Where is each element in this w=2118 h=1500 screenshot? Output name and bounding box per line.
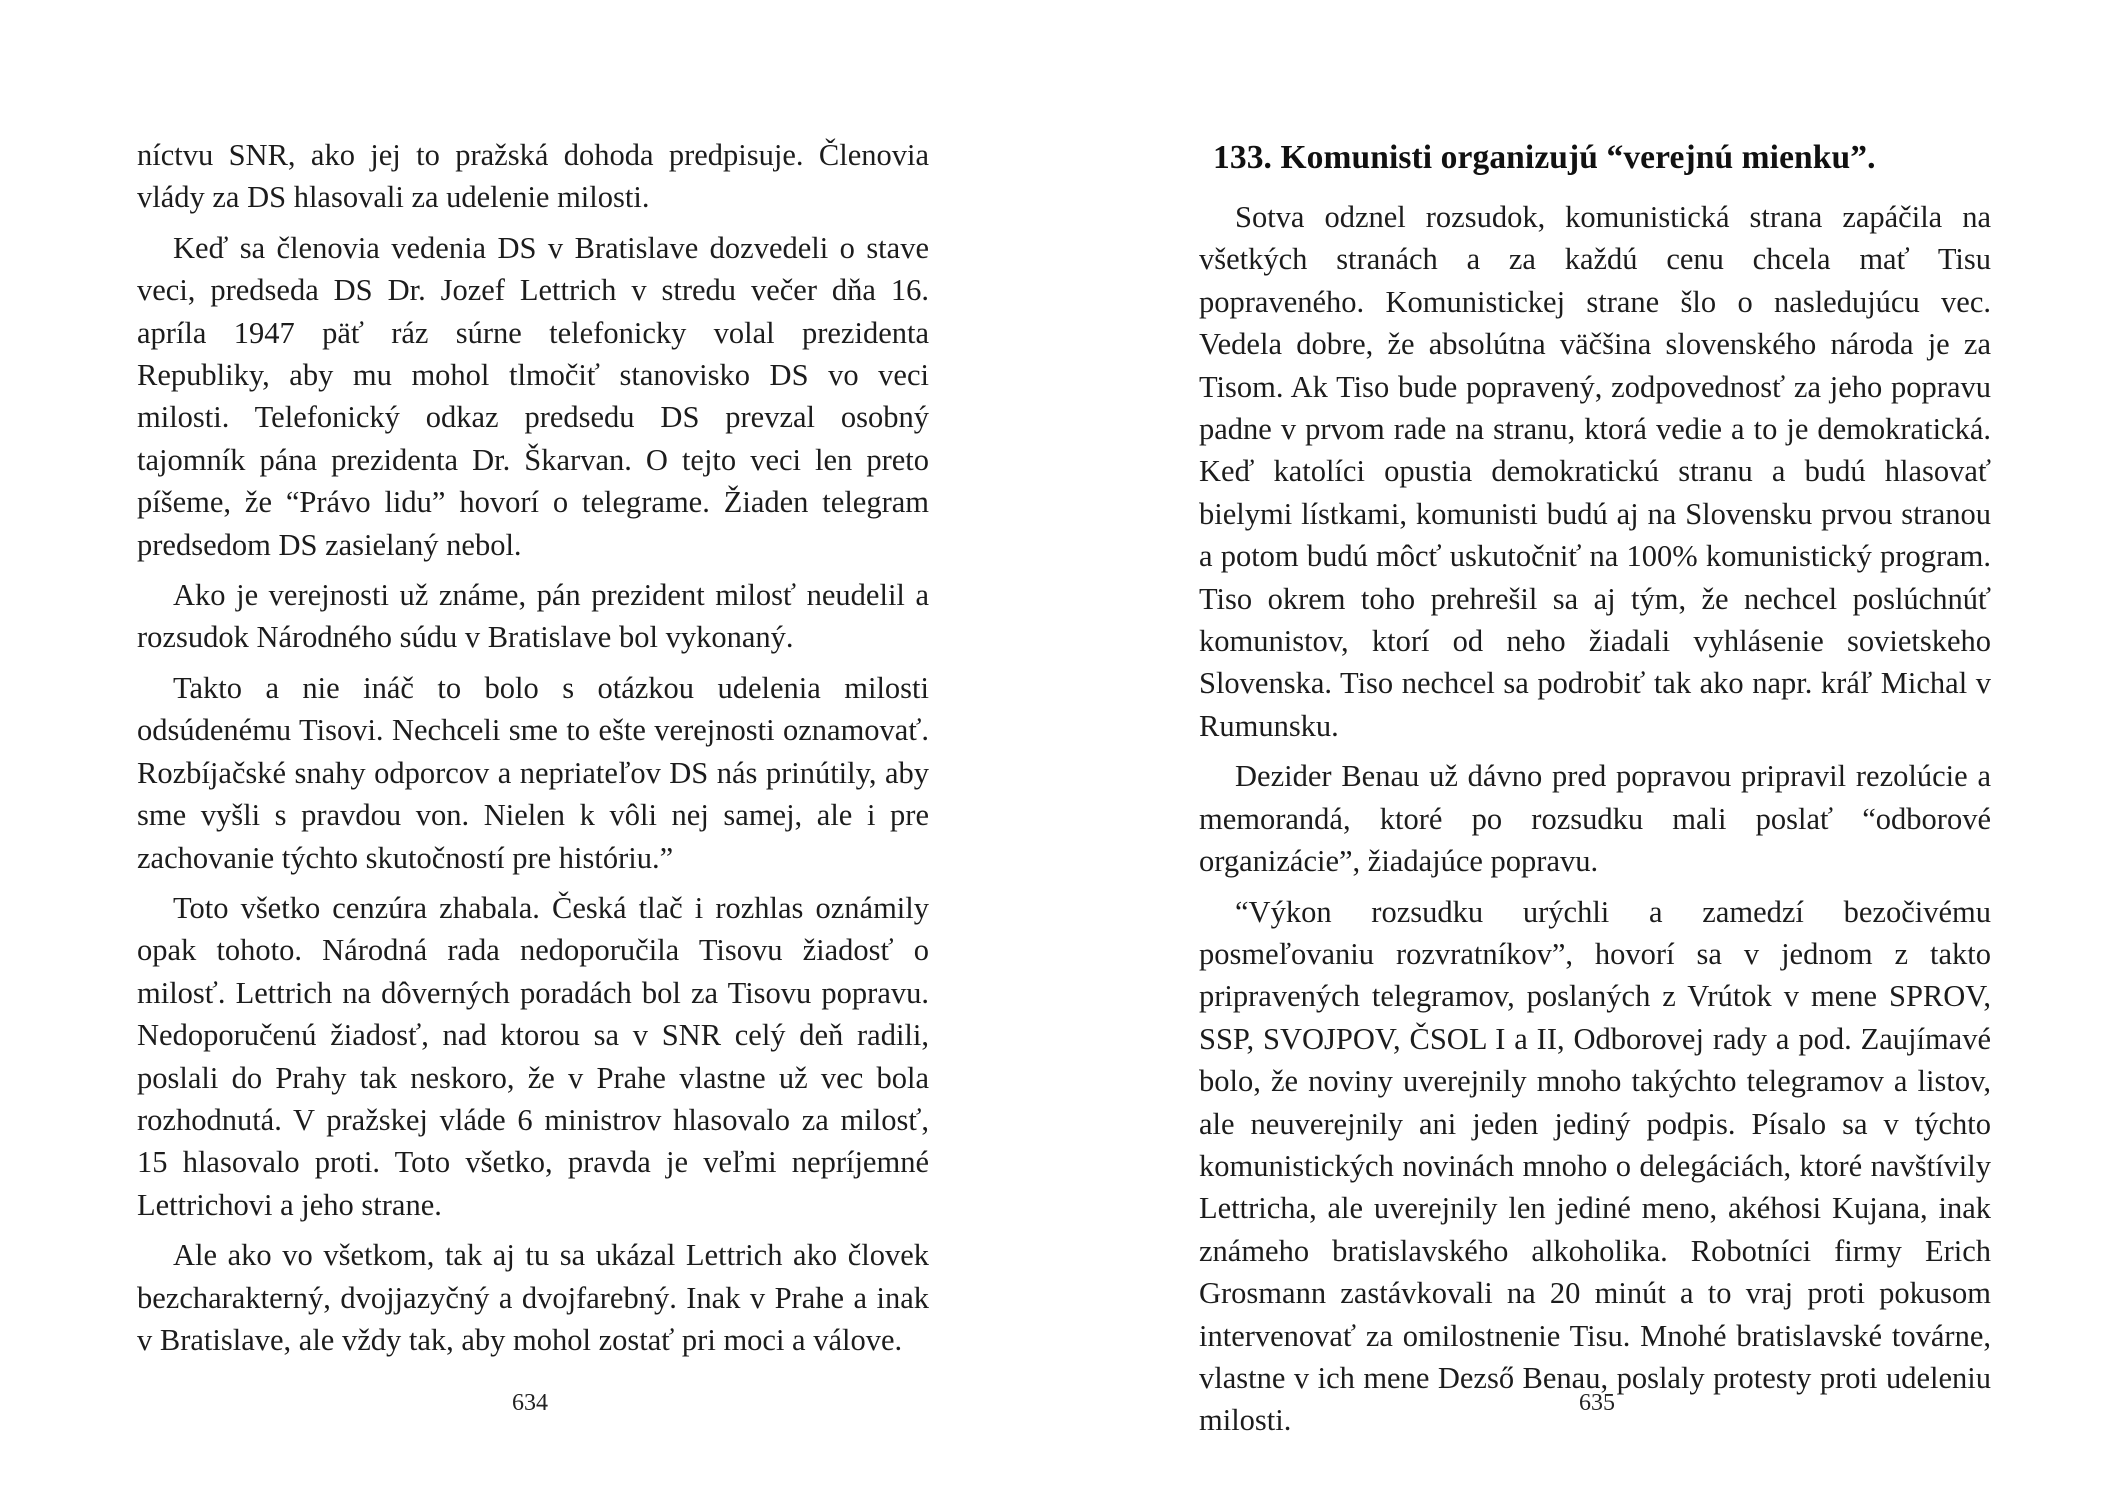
paragraph: Ako je verejnosti už známe, pán prezident milosť neudelil a rozsudok Národného súdu v Bratislave bol vykonaný. bbox=[137, 578, 929, 655]
paragraph: Takto a nie ináč to bolo s otázkou udelenia milosti odsúdenému Tisovi. Nechceli sme to ešte verejnosti oznamovať. Rozbíjačské snahy odporcov a nepriateľov DS nás prinútily, aby sme vyšli s pravdou von. Nielen k vôli nej samej, ale i pre zachovanie týchto skutočností pre históriu.” bbox=[137, 670, 929, 875]
section-heading: 133. Komunisti organizujú “verejnú mienku”. bbox=[1213, 139, 1876, 176]
page-number: 634 bbox=[512, 1390, 548, 1416]
paragraph: Sotva odznel rozsudok, komunistická strana zapáčila na všetkých stranách a za každú cenu chcela mať Tisu popraveného. Komunistickej strane šlo o nasledujúcu vec. Vedela dobre, že absolútna väčšina slovenského národa je za Tisom. Ak Tiso bude popravený, zodpovednosť za jeho popravu padne v prvom rade na stranu, ktorá vedie a to je demokratická. Keď katolíci opustia demokratickú stranu a budú hlasovať bielymi lístkami, komunisti budú aj na Slovensku prvou stranou a potom budú môcť uskutočniť na 100% komunistický program. Tiso okrem toho prehrešil sa aj tým, že nechcel poslúchnúť komunistov, ktorí od neho žiadali vyhlásenie sovietskeho Slovenska. Tiso nechcel sa podrobiť tak ako napr. kráľ Michal v Rumunsku. bbox=[1199, 200, 1991, 743]
right-page bbox=[1059, 0, 2118, 1500]
paragraph: Toto všetko cenzúra zhabala. Česká tlač i rozhlas oznámily opak tohoto. Národná rada nedoporučila Tisovu žiadosť o milosť. Lettrich na dôverných poradách bol za Tisovu popravu. Nedoporučenú žiadosť, nad ktorou sa v SNR celý deň radili, poslali do Prahy tak neskoro, že v Prahe vlastne už vec bola rozhodnutá. V pražskej vláde 6 ministrov hlasovalo za milosť, 15 hlasovalo proti. Toto všetko, pravda je veľmi nepríjemné Lettrichovi a jeho strane. bbox=[137, 890, 929, 1222]
paragraph: Ale ako vo všetkom, tak aj tu sa ukázal Lettrich ako človek bezcharakterný, dvojjazyčný a dvojfarebný. Inak v Prahe a inak v Bratislave, ale vždy tak, aby mohol zostať pri moci a válove. bbox=[137, 1238, 929, 1357]
paragraph: Keď sa členovia vedenia DS v Bratislave dozvedeli o stave veci, predseda DS Dr. Jozef Lettrich v stredu večer dňa 16. apríla 1947 päť ráz súrne telefonicky volal prezidenta Republiky, aby mu mohol tlmočiť stanovisko DS vo veci milosti. Telefonický odkaz predsedu DS prevzal osobný tajomník pána prezidenta Dr. Škarvan. O tejto veci len preto píšeme, že “Právo lidu” hovorí o telegrame. Žiaden telegram predsedom DS zasielaný nebol. bbox=[137, 230, 929, 562]
right-page-body bbox=[1199, 196, 1991, 1450]
paragraph: Dezider Benau už dávno pred popravou pripravil rezolúcie a memorandá, ktoré po rozsudku mali poslať “odborové organizácie”, žiadajúce popravu. bbox=[1199, 759, 1991, 879]
paragraph: níctvu SNR, ako jej to pražská dohoda predpisuje. Členovia vlády za DS hlasovali za udelenie milosti. bbox=[137, 138, 929, 215]
paragraph: “Výkon rozsudku urýchli a zamedzí bezočivému posmeľovaniu rozvratníkov”, hovorí sa v jednom z takto pripravených telegramov, poslaných z Vrútok v mene SPROV, SSP, SVOJPOV, ČSOL I a II, Odborovej rady a pod. Zaujímavé bolo, že noviny uverejnily mnoho takýchto telegramov a listov, ale neuverejnily ani jeden jediný podpis. Písalo sa v týchto komunistických novinách mnoho o delegáciách, ktoré navštívily Lettricha, ale uverejnily len jediné meno, akéhosi Kujana, inak známeho bratislavského alkoholika. Robotníci firmy Erich Grosmann zastávkovali na 20 minút a to vraj proti pokusom intervenovať za omilostnenie Tisu. Mnohé bratislavské továrne, vlastne v ich mene Dezső Benau, poslaly protesty proti udeleniu milosti. bbox=[1199, 894, 1991, 1438]
page-number: 635 bbox=[1579, 1390, 1615, 1416]
left-page-body bbox=[137, 134, 929, 1369]
